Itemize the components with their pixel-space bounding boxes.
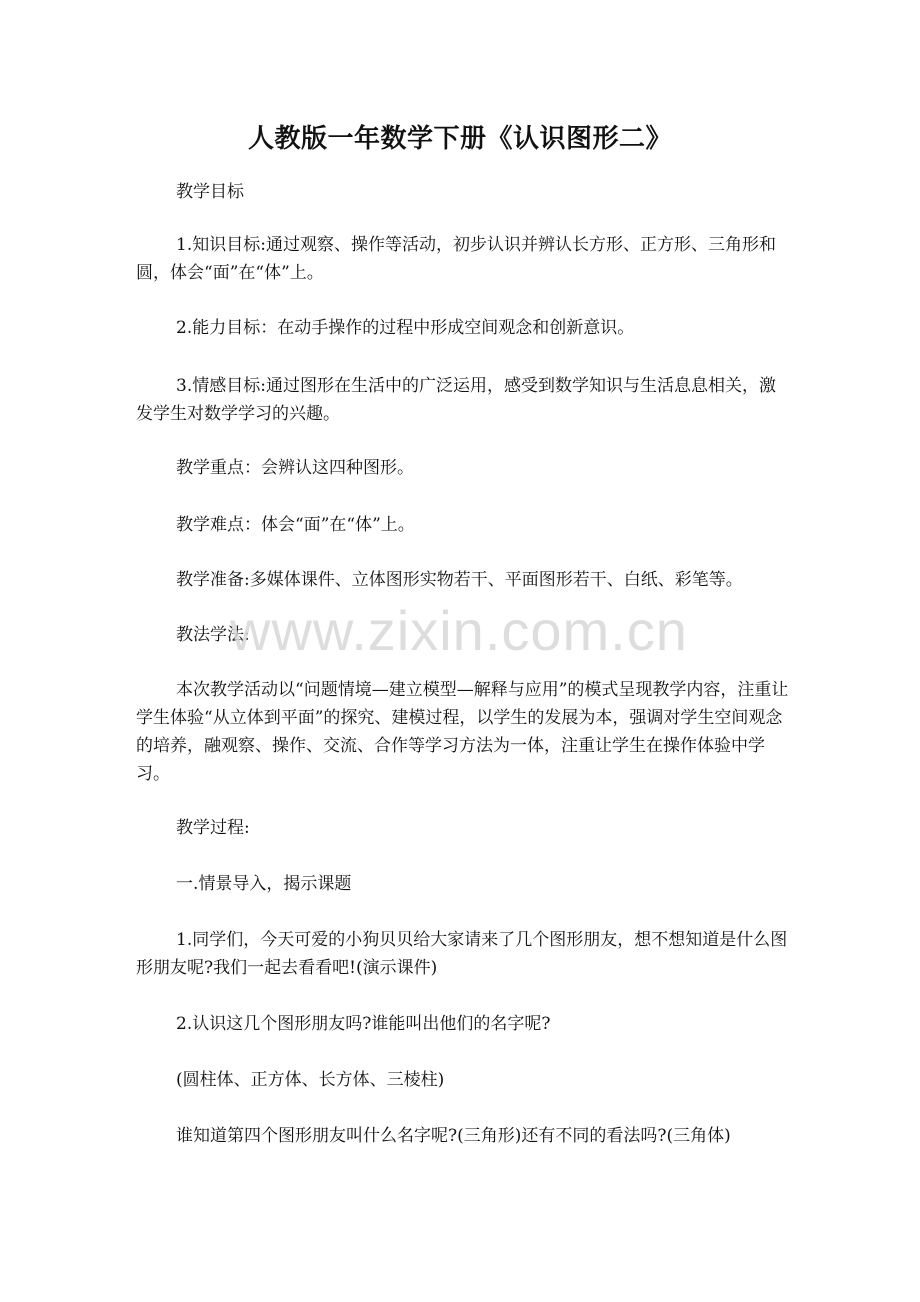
paragraph-step-one: 1.同学们，今天可爱的小狗贝贝给大家请来了几个图形朋友，想不想知道是什么图形朋友呢?我们一起去看看吧!(演示课件): [136, 930, 788, 978]
paragraph-section-one: 一.情景导入，揭示课题: [176, 874, 352, 894]
paragraph-difficult-point: 教学难点：体会“面”在“体”上。: [176, 515, 415, 535]
paragraph-shape-names: (圆柱体、正方体、长方体、三棱柱): [176, 1070, 445, 1090]
paragraph-process-heading: 教学过程:: [176, 818, 250, 838]
paragraph-method-heading: 教法学法:: [176, 625, 250, 645]
paragraph-fourth-shape: 谁知道第四个图形朋友叫什么名字呢?(三角形)还有不同的看法吗?(三角体): [176, 1126, 731, 1146]
document-title: 人教版一年数学下册《认识图形二》: [247, 124, 672, 154]
watermark-text: www.zixin.com.cn: [230, 599, 688, 662]
paragraph-teaching-goals-heading: 教学目标: [176, 182, 244, 202]
paragraph-emotion-goal: 3.情感目标:通过图形在生活中的广泛运用，感受到数学知识与生活息息相关，激发学生对数学学习的兴趣。: [136, 376, 776, 424]
paragraph-method-body: 本次教学活动以“问题情境—建立模型—解释与应用”的模式呈现教学内容，注重让学生体验“从立体到平面”的探究、建模过程，以学生的发展为本，强调对学生空间观念的培养，融观察、操作、交流、合作等学习方法为一体，注重让学生在操作体验中学习。: [136, 680, 789, 784]
paragraph-key-point: 教学重点：会辨认这四种图形。: [176, 458, 414, 478]
paragraph-ability-goal: 2.能力目标：在动手操作的过程中形成空间观念和创新意识。: [176, 318, 635, 338]
paragraph-preparation: 教学准备:多媒体课件、立体图形实物若干、平面图形若干、白纸、彩笔等。: [176, 570, 743, 590]
paragraph-knowledge-goal: 1.知识目标:通过观察、操作等活动，初步认识并辨认长方形、正方形、三角形和圆，体会“面”在“体”上。: [136, 235, 776, 283]
paragraph-step-two: 2.认识这几个图形朋友吗?谁能叫出他们的名字呢?: [176, 1014, 551, 1034]
